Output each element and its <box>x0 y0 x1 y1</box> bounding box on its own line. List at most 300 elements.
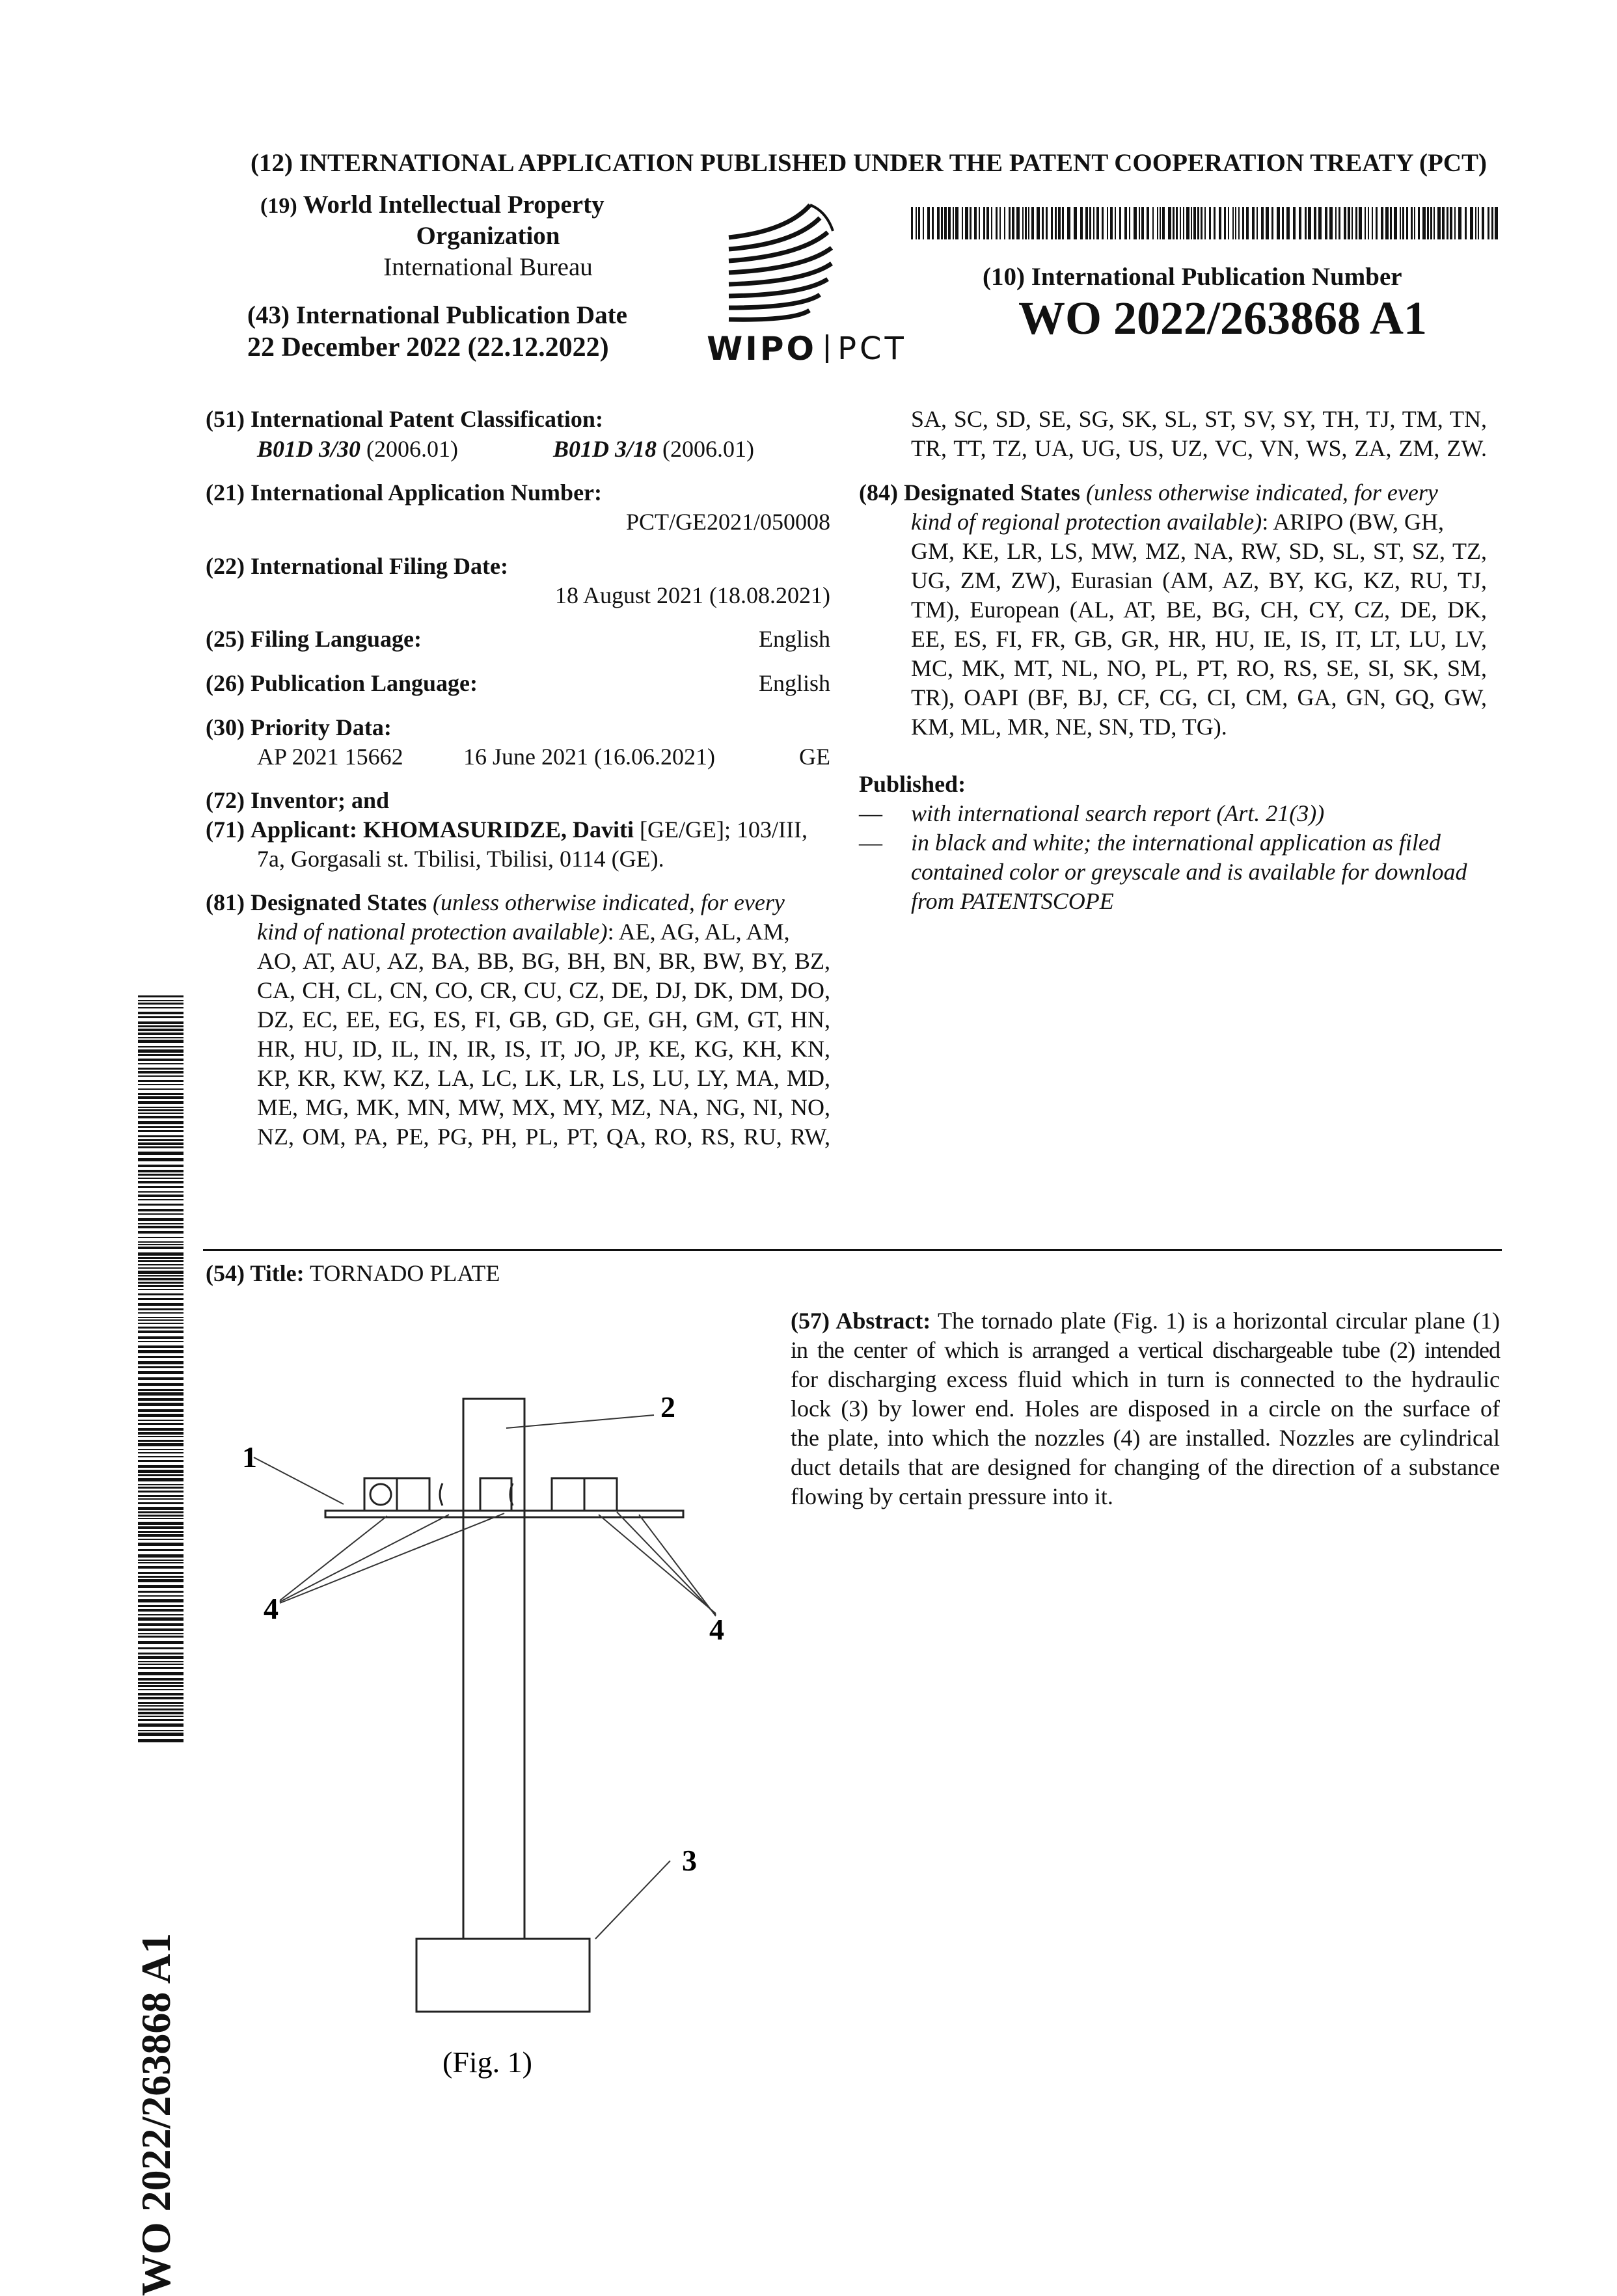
barcode-bar <box>1465 207 1467 239</box>
barcode-bar <box>138 1585 183 1588</box>
barcode-bar <box>138 1046 183 1047</box>
barcode-bar <box>1186 207 1189 239</box>
barcode-bar <box>138 1730 183 1731</box>
barcode-bar <box>138 1181 183 1183</box>
barcode-bar <box>138 1130 183 1132</box>
published-label: Published: <box>859 771 966 797</box>
barcode-bar <box>916 207 917 239</box>
field-21-value: PCT/GE2021/050008 <box>625 509 830 535</box>
publication-number-label: (10) International Publication Number <box>983 263 1402 291</box>
field-84-line-1 <box>859 478 1438 507</box>
barcode-bar <box>138 1708 183 1710</box>
barcode-bar <box>138 1093 183 1095</box>
published-item-2-line: from PATENTSCOPE <box>911 888 1114 914</box>
field-81-label: Designated States <box>250 889 427 915</box>
barcode-bar <box>1129 207 1130 239</box>
figure-1 <box>195 1366 781 2079</box>
barcode-bar <box>138 1549 183 1551</box>
barcode-bar <box>138 1478 183 1481</box>
barcode-side-graphic <box>138 995 183 1744</box>
abstract-line: for discharging excess fluid which in turn is connected to the hydraulic <box>791 1366 1500 1392</box>
barcode-bar <box>974 207 977 239</box>
barcode-bar <box>138 1539 183 1540</box>
barcode-bar <box>138 1518 183 1519</box>
barcode-bar <box>138 1040 183 1043</box>
barcode-bar <box>1454 207 1456 239</box>
barcode-bar <box>1107 207 1108 239</box>
barcode-bar <box>1124 207 1127 239</box>
barcode-bar <box>1147 207 1149 239</box>
barcode-bar <box>965 207 968 239</box>
region-line: TM), European (AL, AT, BE, BG, CH, CY, CZ, DE, DK, <box>911 597 1487 623</box>
abstract-label: (57) Abstract: <box>791 1308 931 1334</box>
barcode-bar <box>1308 207 1311 239</box>
barcode-bar <box>937 207 940 239</box>
barcode-bar <box>138 1543 183 1546</box>
barcode-bar <box>1115 207 1116 239</box>
barcode-bar <box>138 1096 183 1099</box>
barcode-bar <box>911 207 913 239</box>
barcode-bar <box>138 1289 183 1290</box>
barcode-bar <box>1157 207 1158 239</box>
nozzle-hole <box>440 1483 442 1506</box>
field-81-code: (81) <box>206 889 245 915</box>
barcode-bar <box>138 1697 183 1699</box>
field-26-value: English <box>758 670 830 696</box>
barcode-bar <box>1031 207 1034 239</box>
barcode-bar <box>138 1341 183 1342</box>
barcode-bar <box>1282 207 1284 239</box>
barcode-bar <box>138 1139 183 1141</box>
barcode-bar <box>138 1237 183 1238</box>
field-71-code: (71) <box>206 817 245 843</box>
barcode-bar <box>138 1063 183 1064</box>
barcode-bar <box>1022 207 1024 239</box>
barcode-bar <box>1119 207 1121 239</box>
barcode-bar <box>138 1312 183 1314</box>
barcode-bar <box>1201 207 1203 239</box>
country-line: ME, MG, MK, MN, MW, MX, MY, MZ, NA, NG, NI, NO, <box>257 1094 830 1120</box>
org-name-line-1 <box>260 190 605 219</box>
barcode-bar <box>138 1423 183 1425</box>
barcode-bar <box>979 207 980 239</box>
barcode-bar <box>138 1689 183 1690</box>
barcode-bar <box>138 1113 183 1114</box>
org-name-line-2: Organization <box>416 222 560 250</box>
barcode-bar <box>138 1685 183 1687</box>
figure-label-3: 3 <box>682 1844 697 1877</box>
figure-caption: (Fig. 1) <box>442 2046 532 2079</box>
barcode-bar <box>983 207 985 239</box>
barcode-bar <box>1491 207 1493 239</box>
barcode-bar <box>1191 207 1192 239</box>
published-dash-1: — <box>859 800 882 826</box>
barcode-bar <box>918 207 920 239</box>
barcode-bar <box>138 1591 183 1593</box>
barcode-bar <box>1193 207 1196 239</box>
barcode-bar <box>138 1554 183 1558</box>
barcode-bar <box>1400 207 1401 239</box>
field-25-row <box>206 625 830 654</box>
barcode-bar <box>138 1371 183 1374</box>
field-26-row <box>206 669 830 698</box>
barcode-bar <box>138 1562 183 1563</box>
barcode-bar <box>138 1377 183 1380</box>
barcode-bar <box>138 1126 183 1128</box>
abstract-line: lock (3) by lower end. Holes are disposed in a circle on the surface of <box>791 1396 1500 1422</box>
class-1-year: (2006.01) <box>366 436 458 462</box>
barcode-bar <box>955 207 958 239</box>
barcode-bar <box>1160 207 1161 239</box>
figure-label-4-right: 4 <box>709 1613 724 1646</box>
title-value: TORNADO PLATE <box>310 1260 500 1286</box>
barcode-bar <box>1414 207 1415 239</box>
barcode-bar <box>138 1605 183 1607</box>
barcode-bar <box>1442 207 1445 239</box>
barcode-bar <box>138 1511 183 1513</box>
barcode-bar <box>1286 207 1290 239</box>
barcode-bar <box>1385 207 1389 239</box>
published-item-2-line: contained color or greyscale and is available for download <box>911 859 1467 885</box>
barcode-bar <box>138 1682 183 1684</box>
barcode-bar <box>138 1403 183 1406</box>
barcode-bar <box>1478 207 1479 239</box>
barcode-bar <box>138 1109 183 1111</box>
barcode-bar <box>932 207 934 239</box>
barcode-bar <box>1352 207 1353 239</box>
barcode-bar <box>138 1723 183 1727</box>
barcode-bar <box>1335 207 1337 239</box>
barcode-bar <box>138 1502 183 1504</box>
nozzle <box>397 1478 429 1511</box>
barcode-bar <box>1176 207 1178 239</box>
logo-pct-text: PCT <box>837 331 907 367</box>
abstract-line-1 <box>791 1306 1500 1336</box>
barcode-bar <box>1062 207 1064 239</box>
barcode-bar <box>138 1293 183 1295</box>
barcode-bar <box>941 207 943 239</box>
barcode-bar <box>138 1158 183 1161</box>
org-code: (19) <box>260 194 297 218</box>
barcode-bar <box>138 1531 183 1533</box>
figure-label-4-left: 4 <box>264 1592 279 1625</box>
side-publication-number: WO 2022/263868 A1 <box>133 1932 179 2296</box>
barcode-bar <box>1376 207 1378 239</box>
field-22-label: (22) International Filing Date: <box>206 553 508 579</box>
barcode-bar <box>953 207 954 239</box>
barcode-bar <box>138 1702 183 1704</box>
barcode-side <box>138 995 183 1744</box>
barcode-bar <box>1318 207 1322 239</box>
class-1: B01D 3/30 <box>257 436 361 462</box>
nozzle <box>480 1478 511 1511</box>
barcode-bar <box>138 1653 183 1654</box>
barcode-bar <box>1209 207 1211 239</box>
barcode-bar <box>1252 207 1255 239</box>
field-81-continuation <box>911 405 1487 463</box>
barcode-bar <box>138 1152 183 1155</box>
barcode-bar <box>1004 207 1005 239</box>
barcode-bar <box>138 995 183 997</box>
barcode-bar <box>1219 207 1221 239</box>
barcode-bar <box>1348 207 1350 239</box>
hydraulic-lock <box>416 1939 590 2012</box>
publication-number: WO 2022/263868 A1 <box>1018 292 1428 344</box>
barcode-bar <box>138 1298 183 1300</box>
barcode-bar <box>138 1647 183 1649</box>
barcode-bar <box>138 1068 183 1070</box>
barcode-bar <box>138 1025 183 1027</box>
barcode-bar <box>138 1599 183 1602</box>
barcode-bar <box>1110 207 1113 239</box>
barcode-bar <box>138 1319 183 1321</box>
barcode-bar <box>1394 207 1397 239</box>
barcode-bar <box>138 1107 183 1108</box>
priority-country: GE <box>799 744 830 770</box>
document-header-title: (12) INTERNATIONAL APPLICATION PUBLISHED UNDER THE PATENT COOPERATION TREATY (PCT) <box>250 149 1488 177</box>
barcode-bar <box>138 1345 183 1348</box>
barcode-bar <box>1242 207 1244 239</box>
barcode-bar <box>138 1165 183 1167</box>
region-line: GM, KE, LR, LS, MW, MZ, NA, RW, SD, SL, ST, SZ, TZ, <box>911 538 1487 564</box>
barcode-bar <box>138 1609 183 1612</box>
field-81-line-2 <box>257 917 790 947</box>
barcode-bar <box>138 1436 183 1437</box>
field-71-label: Applicant: <box>250 817 358 843</box>
org-name: World Intellectual Property <box>303 191 605 219</box>
barcode-bar <box>138 1260 183 1262</box>
title-section <box>206 1259 500 1288</box>
barcode-bar <box>1214 207 1216 239</box>
field-22-value: 18 August 2021 (18.08.2021) <box>555 582 830 608</box>
barcode-bar <box>138 1392 183 1396</box>
country-line: NZ, OM, PA, PE, PG, PH, PL, PT, QA, RO, RS, RU, RW, <box>257 1124 830 1150</box>
barcode-bar <box>138 1484 183 1485</box>
barcode-bar <box>1305 207 1307 239</box>
published-item-1: with international search report (Art. 21(3)) <box>911 800 1325 826</box>
country-line: KP, KR, KW, KZ, LA, LC, LK, LR, LS, LU, LY, MA, MD, <box>257 1065 830 1091</box>
abstract <box>791 1306 1500 1511</box>
barcode-bar <box>138 1656 183 1659</box>
barcode-bar <box>138 1007 183 1008</box>
barcode-bar <box>138 1617 183 1621</box>
field-81-countries <box>257 947 830 1152</box>
barcode-bar <box>1037 207 1040 239</box>
barcode-bar <box>1224 207 1226 239</box>
barcode-bar <box>138 1636 183 1638</box>
barcode-bar <box>1430 207 1432 239</box>
title-label: (54) Title: <box>206 1260 305 1286</box>
barcode-bar <box>962 207 963 239</box>
barcode-bar <box>1482 207 1484 239</box>
barcode-bar <box>1197 207 1199 239</box>
region-line: KM, ML, MR, NE, SN, TD, TG). <box>911 714 1227 740</box>
barcode-bar <box>138 1271 183 1274</box>
barcode-bar <box>1271 207 1273 239</box>
barcode-bar <box>138 1049 183 1053</box>
barcode-bar <box>1368 207 1369 239</box>
barcode-bar <box>138 1409 183 1412</box>
barcode-bar <box>138 1336 183 1339</box>
barcode-bar <box>1266 207 1269 239</box>
barcode-bar <box>138 1264 183 1265</box>
barcode-bar <box>1183 207 1184 239</box>
class-2: B01D 3/18 <box>553 436 657 462</box>
barcode-bar <box>138 1428 183 1431</box>
barcode-bar <box>1488 207 1489 239</box>
barcode-bar <box>138 1084 183 1085</box>
barcode-bar <box>138 1633 183 1634</box>
barcode-bar <box>138 1641 183 1644</box>
abstract-line: the plate, into which the nozzles (4) are installed. Nozzles are cylindrical <box>791 1425 1500 1451</box>
barcode-bar <box>1168 207 1171 239</box>
barcode-bar <box>138 1474 183 1476</box>
field-72-label: (72) Inventor; and <box>206 787 390 813</box>
barcode-bar <box>138 1191 183 1193</box>
barcode-bar <box>138 1121 183 1124</box>
class-2-year: (2006.01) <box>662 436 754 462</box>
barcode-bar <box>1235 207 1236 239</box>
field-84-line-2 <box>911 507 1444 537</box>
barcode-bar <box>991 207 992 239</box>
country-line: AO, AT, AU, AZ, BA, BB, BG, BH, BN, BR, BW, BY, BZ, <box>257 948 830 974</box>
barcode-bar <box>1141 207 1144 239</box>
barcode-bar <box>923 207 924 239</box>
barcode-bar <box>1390 207 1392 239</box>
barcode-bar <box>138 1218 183 1221</box>
barcode-bar <box>138 1712 183 1714</box>
barcode-bar <box>999 207 1001 239</box>
barcode-bar <box>138 1278 183 1280</box>
barcode-bar <box>138 1135 183 1137</box>
barcode-bar <box>138 1142 183 1145</box>
barcode-bar <box>138 1199 183 1200</box>
country-line: TR, TT, TZ, UA, UG, US, UZ, VC, VN, WS, ZA, ZM, ZW. <box>911 435 1487 461</box>
barcode-bar <box>1096 207 1099 239</box>
barcode-bar <box>138 1465 183 1468</box>
barcode-bar <box>1475 207 1476 239</box>
barcode-bar <box>1089 207 1091 239</box>
org-bureau: International Bureau <box>383 253 593 281</box>
barcode-top <box>911 207 1497 239</box>
barcode-bar <box>138 1366 183 1368</box>
tornado-plate-drawing <box>195 1366 781 2079</box>
barcode-bar <box>138 1204 183 1206</box>
barcode-bar <box>138 1231 183 1234</box>
barcode-bar <box>138 1075 183 1077</box>
published-item-2 <box>911 828 1467 916</box>
barcode-bar <box>138 1323 183 1324</box>
applicant-address-2: 7a, Gorgasali st. Tbilisi, Tbilisi, 0114 (GE). <box>257 846 664 872</box>
barcode-bar <box>138 1241 183 1243</box>
barcode-bar <box>1204 207 1206 239</box>
field-81-line-1 <box>206 888 785 917</box>
barcode-bar <box>138 1088 183 1090</box>
barcode-bar <box>138 1213 183 1215</box>
abstract-line: flowing by certain pressure into it. <box>791 1483 1113 1509</box>
barcode-bar <box>1450 207 1452 239</box>
barcode-bar <box>138 1327 183 1329</box>
barcode-bar <box>1055 207 1057 239</box>
barcode-bar <box>1325 207 1327 239</box>
barcode-bar <box>1139 207 1140 239</box>
barcode-bar <box>138 1667 183 1669</box>
barcode-bar <box>1173 207 1175 239</box>
barcode-bar <box>138 1285 183 1287</box>
barcode-bar <box>138 1247 183 1249</box>
barcode-bar <box>138 1672 183 1675</box>
barcode-bar <box>1359 207 1362 239</box>
barcode-bar <box>138 1443 183 1446</box>
barcode-bar <box>1418 207 1420 239</box>
barcode-bar <box>138 1170 183 1172</box>
field-84-countries-start: : ARIPO (BW, GH, <box>1262 509 1444 535</box>
barcode-bar <box>1067 207 1070 239</box>
logo-wipo-text: WIPO <box>707 330 817 368</box>
barcode-bar <box>138 1000 183 1001</box>
barcode-bar <box>1293 207 1296 239</box>
barcode-bar <box>138 1515 183 1517</box>
barcode-bar <box>138 1226 183 1228</box>
barcode-bar <box>138 1223 183 1224</box>
barcode-bar <box>138 1282 183 1284</box>
discharge-tube <box>463 1399 524 1939</box>
applicant-name: KHOMASURIDZE, Daviti <box>363 817 634 843</box>
field-84-italic-1: (unless otherwise indicated, for every <box>1085 479 1438 506</box>
barcode-bar <box>1365 207 1366 239</box>
barcode-bar <box>138 1495 183 1497</box>
barcode-bar <box>1016 207 1020 239</box>
barcode-bar <box>138 1383 183 1386</box>
barcode-bar <box>138 1623 183 1626</box>
barcode-bar <box>138 1029 183 1031</box>
barcode-bar <box>1314 207 1316 239</box>
barcode-bar <box>138 1317 183 1318</box>
barcode-bar <box>138 1739 183 1742</box>
barcode-bar <box>1257 207 1258 239</box>
barcode-bar <box>138 1398 183 1401</box>
barcode-bar <box>138 1257 183 1259</box>
barcode-bar <box>138 1628 183 1631</box>
barcode-graphic <box>911 207 1497 239</box>
barcode-bar <box>138 1178 183 1179</box>
barcode-bar <box>1470 207 1473 239</box>
priority-number: AP 2021 15662 <box>257 744 403 770</box>
field-84-countries <box>911 537 1487 742</box>
barcode-bar <box>1402 207 1404 239</box>
barcode-bar <box>138 1432 183 1435</box>
barcode-bar <box>1238 207 1240 239</box>
field-84-label: Designated States <box>903 479 1080 506</box>
field-71-line <box>206 815 808 844</box>
barcode-bar <box>1012 207 1014 239</box>
barcode-bar <box>138 1507 183 1510</box>
barcode-bar <box>138 1080 183 1082</box>
barcode-bar <box>138 1733 183 1736</box>
barcode-bar <box>138 1693 183 1695</box>
barcode-bar <box>1381 207 1383 239</box>
barcode-bar <box>138 1252 183 1256</box>
field-81-countries-start: : AE, AG, AL, AM, <box>607 919 790 945</box>
barcode-bar <box>1080 207 1083 239</box>
barcode-bar <box>1458 207 1461 239</box>
barcode-bar <box>1009 207 1011 239</box>
barcode-bar <box>138 1303 183 1306</box>
barcode-bar <box>138 1101 183 1104</box>
barcode-bar <box>996 207 998 239</box>
barcode-bar <box>138 1146 183 1148</box>
field-26-label: (26) Publication Language: <box>206 670 478 696</box>
